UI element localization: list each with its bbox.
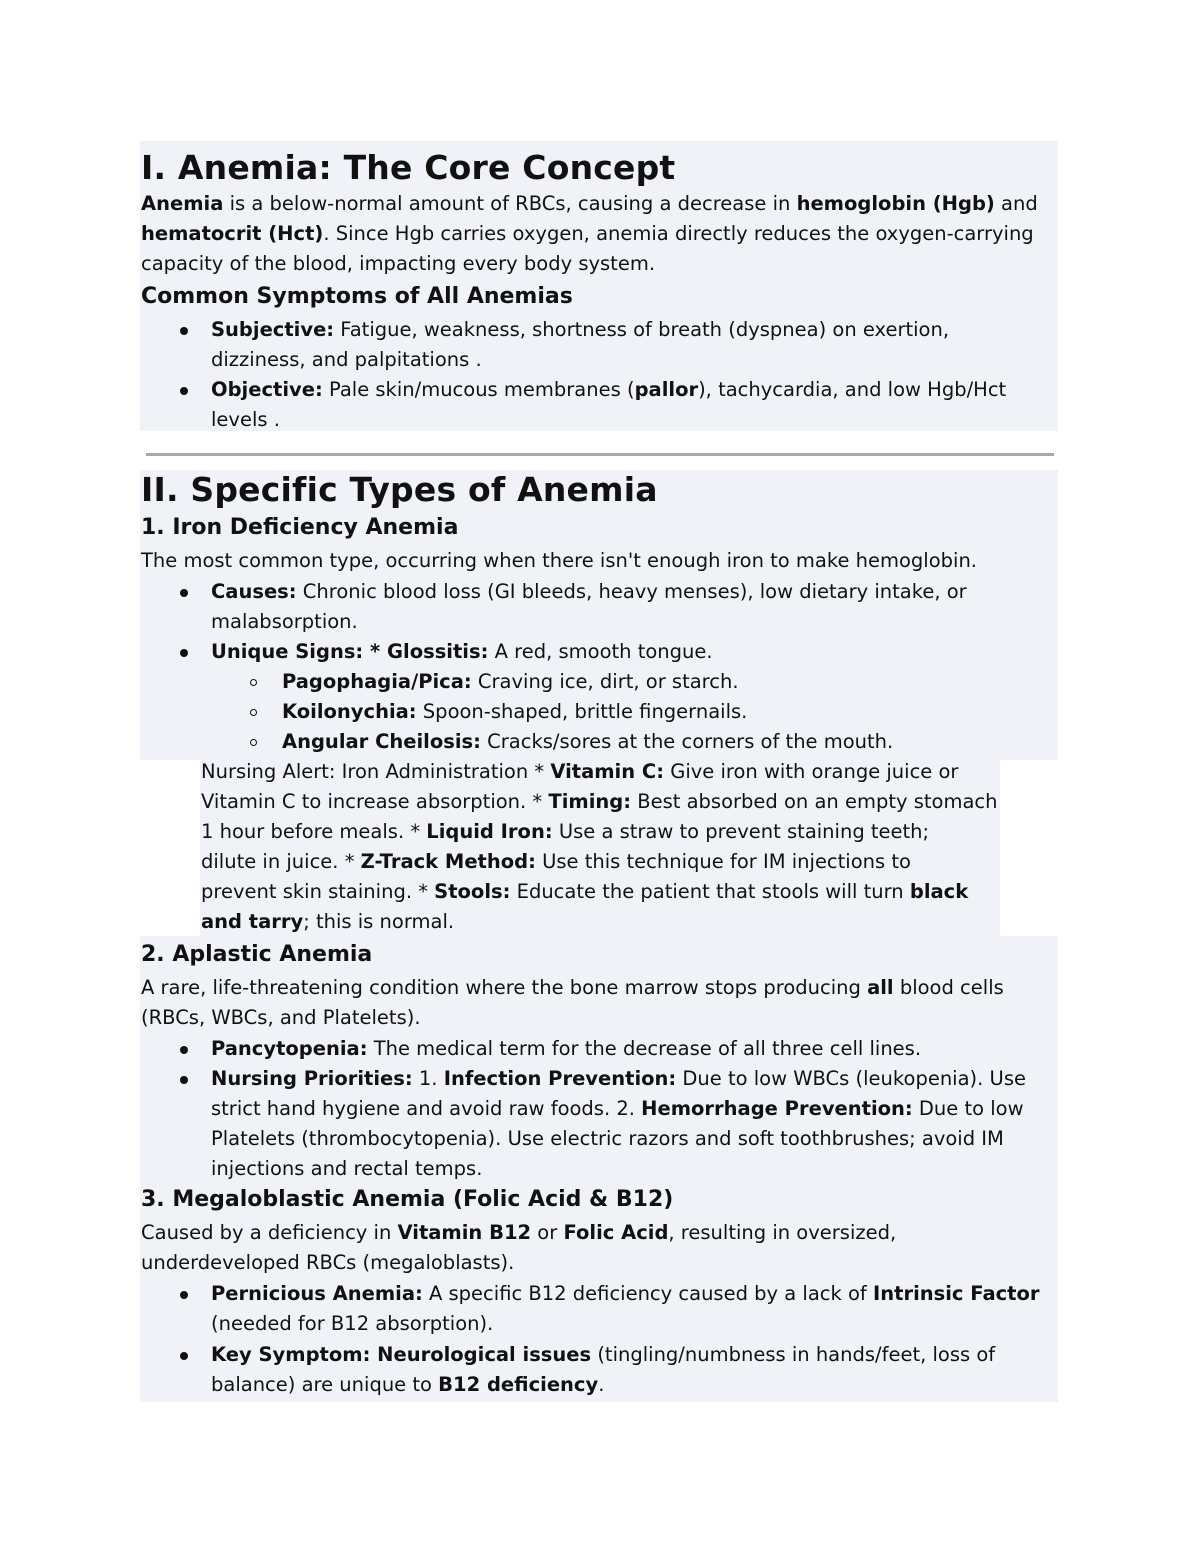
section-2-title: II. Specific Types of Anemia [141,470,658,509]
subjective-line-1: Subjective: Fatigue, weakness, shortness of breath (dyspnea) on exertion, [211,318,950,341]
sign-cheilosis: Angular Cheilosis: Cracks/sores at the corners of the mouth. [282,730,894,753]
alert-line-5: prevent skin staining. * Stools: Educate the patient that stools will turn black [201,880,969,903]
sign-koilonychia: Koilonychia: Spoon-shaped, brittle fingernails. [282,700,748,723]
objective-line-1: Objective: Pale skin/mucous membranes (pallor), tachycardia, and low Hgb/Hct [211,378,1007,401]
objective-line-2: levels . [211,408,280,431]
sub-bullet-icon [250,679,257,686]
bullet-icon [180,589,188,597]
sub-bullet-icon [250,739,257,746]
causes-line-2: malabsorption. [211,610,358,633]
alert-line-2: Vitamin C to increase absorption. * Timing: Best absorbed on an empty stomach [201,790,998,813]
mega-line-1: Caused by a deficiency in Vitamin B12 or Folic Acid, resulting in oversized, [141,1221,897,1244]
s1-intro-line-1: Anemia is a below-normal amount of RBCs, causing a decrease in hemoglobin (Hgb) and [141,192,1038,215]
priorities-line-2: strict hand hygiene and avoid raw foods. 2. Hemorrhage Prevention: Due to low [211,1097,1024,1120]
section-divider [146,453,1054,456]
sub-bullet-icon [250,709,257,716]
subjective-line-2: dizziness, and palpitations . [211,348,482,371]
bullet-icon [180,387,188,395]
priorities-line-3: Platelets (thrombocytopenia). Use electric razors and soft toothbrushes; avoid IM [211,1127,1004,1150]
aplastic-line-2: (RBCs, WBCs, and Platelets). [141,1006,421,1029]
sign-pica: Pagophagia/Pica: Craving ice, dirt, or starch. [282,670,739,693]
aplastic-heading: 2. Aplastic Anemia [141,942,373,967]
aplastic-line-1: A rare, life-threatening condition where the bone marrow stops producing all blood cells [141,976,1004,999]
bullet-icon [180,1046,188,1054]
bullet-icon [180,1352,188,1360]
alert-line-1: Nursing Alert: Iron Administration * Vitamin C: Give iron with orange juice or [201,760,959,783]
symptoms-heading: Common Symptoms of All Anemias [141,284,573,309]
pernicious-line-2: (needed for B12 absorption). [211,1312,494,1335]
iron-heading: 1. Iron Deficiency Anemia [141,515,459,540]
iron-intro: The most common type, occurring when there isn't enough iron to make hemoglobin. [141,549,977,572]
section-1-title: I. Anemia: The Core Concept [141,148,676,187]
bullet-icon [180,1291,188,1299]
key-symptom-line-1: Key Symptom: Neurological issues (tingling/numbness in hands/feet, loss of [211,1343,996,1366]
pernicious-line-1: Pernicious Anemia: A specific B12 deficiency caused by a lack of Intrinsic Factor [211,1282,1040,1305]
bullet-icon [180,1076,188,1084]
causes-line-1: Causes: Chronic blood loss (GI bleeds, heavy menses), low dietary intake, or [211,580,967,603]
s1-intro-line-3: capacity of the blood, impacting every body system. [141,252,656,275]
priorities-line-4: injections and rectal temps. [211,1157,483,1180]
megaloblastic-heading: 3. Megaloblastic Anemia (Folic Acid & B12) [141,1187,674,1212]
alert-line-4: dilute in juice. * Z-Track Method: Use this technique for IM injections to [201,850,911,873]
alert-line-6: and tarry; this is normal. [201,910,455,933]
key-symptom-line-2: balance) are unique to B12 deficiency. [211,1373,605,1396]
unique-signs: Unique Signs: * Glossitis: A red, smooth tongue. [211,640,713,663]
priorities-line-1: Nursing Priorities: 1. Infection Prevention: Due to low WBCs (leukopenia). Use [211,1067,1026,1090]
alert-line-3: 1 hour before meals. * Liquid Iron: Use a straw to prevent staining teeth; [201,820,930,843]
bullet-icon [180,649,188,657]
bullet-icon [180,327,188,335]
mega-line-2: underdeveloped RBCs (megaloblasts). [141,1251,515,1274]
pancytopenia: Pancytopenia: The medical term for the decrease of all three cell lines. [211,1037,922,1060]
s1-intro-line-2: hematocrit (Hct). Since Hgb carries oxygen, anemia directly reduces the oxygen-carrying [141,222,1034,245]
